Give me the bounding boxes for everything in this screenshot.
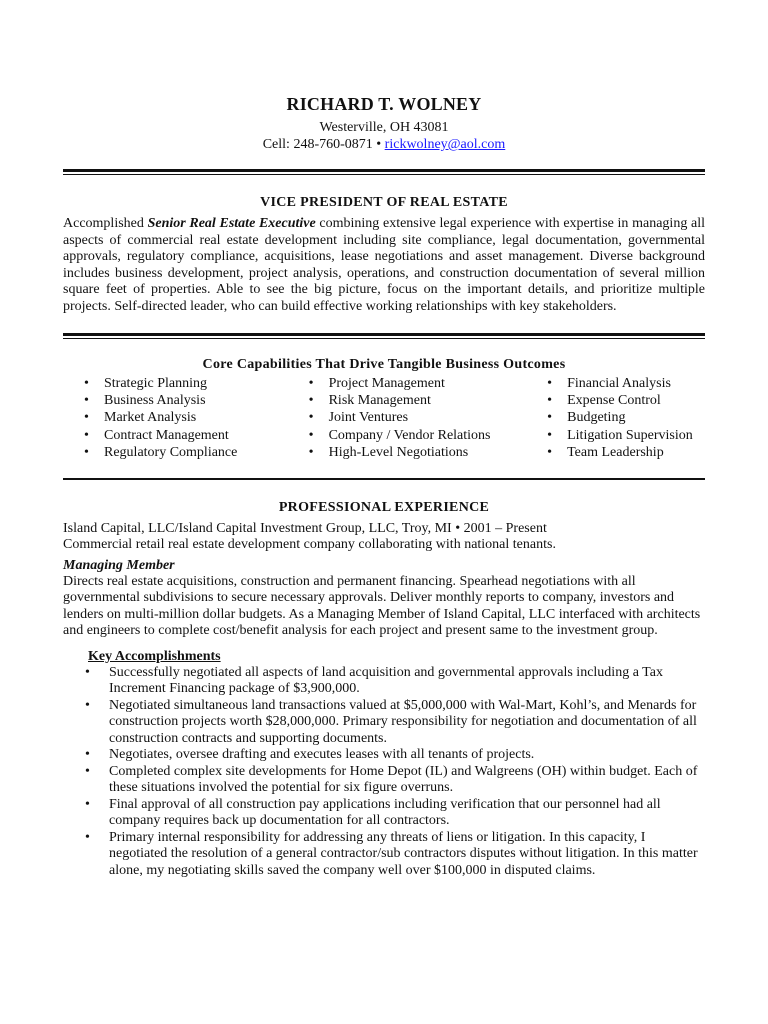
capabilities-column-1 [63, 375, 288, 461]
accomplishment-item: • Final approval of all construction pay applications including verification that our personnel had all company requires back up documentation for all contractors. [63, 797, 705, 830]
summary-lead: Accomplished [63, 216, 148, 231]
capability-item: • Litigation Supervision [526, 427, 705, 444]
resume-header [63, 0, 705, 153]
capability-item: • Financial Analysis [526, 375, 705, 392]
capability-item: • Team Leadership [526, 444, 705, 461]
capabilities-grid [63, 375, 705, 461]
capabilities-title: Core Capabilities That Drive Tangible Business Outcomes [202, 357, 566, 372]
capabilities-divider [63, 478, 705, 480]
key-accomplishments-title: Key Accomplishments [88, 648, 221, 664]
email-link[interactable]: rickwolney@aol.com [384, 137, 506, 152]
summary-divider [63, 333, 705, 339]
capability-item: • Budgeting [526, 409, 705, 426]
experience-title: PROFESSIONAL EXPERIENCE [278, 500, 490, 516]
capability-item: • Contract Management [63, 427, 288, 444]
capability-item: • Joint Ventures [288, 409, 527, 426]
company-line: Island Capital, LLC/Island Capital Investment Group, LLC, Troy, MI • 2001 – Present [63, 521, 547, 537]
summary-paragraph [63, 216, 705, 315]
capability-item: • Business Analysis [63, 392, 288, 409]
accomplishments-list [63, 665, 705, 880]
company-description: Commercial retail real estate development company collaborating with national tenants. [63, 537, 556, 553]
header-divider [63, 169, 705, 175]
capability-item: • Company / Vendor Relations [288, 427, 527, 444]
accomplishment-item: • Negotiated simultaneous land transactions valued at $5,000,000 with Wal-Mart, Kohl’s, and Menards for construction projects worth $28,000,000. Primary responsibility for negotiation and documentation of all construction contracts and supporting documents. [63, 698, 705, 748]
accomplishment-item: • Primary internal responsibility for addressing any threats of liens or litigation. In this capacity, I negotiated the resolution of a general contractor/sub contractors disputes without litigation. In this matter alone, my negotiating skills saved the company well over $100,000 in disputed claims. [63, 830, 705, 880]
capability-item: • High-Level Negotiations [288, 444, 527, 461]
candidate-name: RICHARD T. WOLNEY [286, 94, 482, 114]
accomplishment-item: • Successfully negotiated all aspects of land acquisition and governmental approvals including a Tax Increment Financing package of $3,900,000. [63, 665, 705, 698]
capability-item: • Project Management [288, 375, 527, 392]
cell-phone: Cell: 248-760-0871 • [262, 137, 385, 152]
capability-item: • Strategic Planning [63, 375, 288, 392]
capability-item: • Risk Management [288, 392, 527, 409]
accomplishment-item: • Negotiates, oversee drafting and executes leases with all tenants of projects. [63, 747, 705, 764]
capabilities-column-3 [526, 375, 705, 461]
capability-item: • Regulatory Compliance [63, 444, 288, 461]
summary-body: combining extensive legal experience with expertise in managing all aspects of commercial real estate development including site compliance, legal documentation, governmental approvals, regulatory compliance, acquisitions, lease negotiations and asset management. Diverse background includes business development, project analysis, operations, and construction documentation of several million square feet of properties. Able to see the big picture, focus on the important details, and prioritize multiple projects. Self-directed leader, who can build effective working relationships with key stakeholders. [63, 216, 706, 314]
capabilities-column-2 [288, 375, 527, 461]
candidate-address: Westerville, OH 43081 [319, 120, 449, 135]
accomplishment-item: • Completed complex site developments for Home Depot (IL) and Walgreens (OH) within budget. Each of these situations involved the potential for six figure overruns. [63, 764, 705, 797]
capability-item: • Market Analysis [63, 409, 288, 426]
role-description: Directs real estate acquisitions, construction and permanent financing. Spearhead negotiations with all governmental subdivisions to secure necessary approvals. Deliver monthly reports to company, investors and lenders on multi-million dollar budgets. As a Managing Member of Island Capital, LLC interfaced with architects and engineers to complete cost/benefit analysis for each project and present same to the investment group. [63, 573, 701, 639]
capability-item: • Expense Control [526, 392, 705, 409]
contact-line [63, 136, 705, 153]
summary-title: VICE PRESIDENT OF REAL ESTATE [260, 195, 508, 210]
job-title: Managing Member [63, 557, 175, 573]
summary-emphasis: Senior Real Estate Executive [147, 216, 316, 231]
